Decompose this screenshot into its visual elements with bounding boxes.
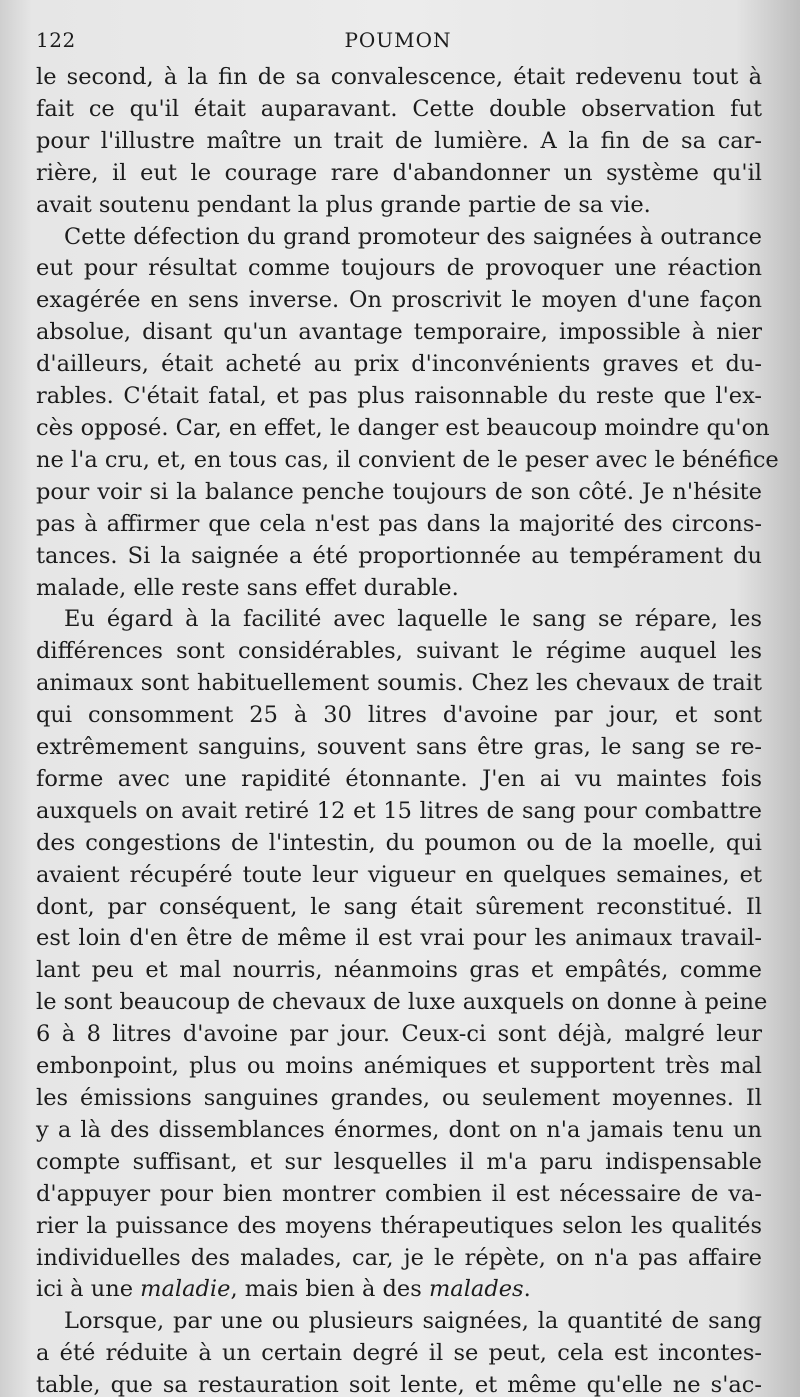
text-line: d'ailleurs, était acheté au prix d'inconvénients graves et du- — [36, 351, 762, 378]
text-line: est loin d'en être de même il est vrai pour les animaux travail- — [36, 925, 762, 952]
text-line: Lorsque, par une ou plusieurs saignées, la quantité de sang — [64, 1308, 762, 1335]
text-line: 6 à 8 litres d'avoine par jour. Ceux-ci sont déjà, malgré leur — [36, 1021, 762, 1048]
text-line: extrêmement sanguins, souvent sans être gras, le sang se re- — [36, 734, 762, 761]
italic-text: malades — [428, 1276, 524, 1303]
text-line: individuelles des malades, car, je le répète, on n'a pas affaire — [36, 1244, 762, 1271]
text-run: ici à une — [36, 1276, 141, 1303]
text-line: rier la puissance des moyens thérapeutiques selon les qualités — [36, 1212, 762, 1239]
text-line: Cette défection du grand promoteur des saignées à outrance — [64, 223, 762, 250]
text-line: auxquels on avait retiré 12 et 15 litres de sang pour combattre — [36, 797, 762, 824]
text-line: forme avec une rapidité étonnante. J'en ai vu maintes fois — [36, 765, 762, 792]
text-line: pas à affirmer que cela n'est pas dans la majorité des circons- — [36, 510, 762, 537]
text-line: ne l'a cru, et, en tous cas, il convient de le peser avec le bénéfice — [36, 446, 779, 473]
text-line: qui consomment 25 à 30 litres d'avoine par jour, et sont — [36, 702, 762, 729]
paragraph-2 — [36, 222, 779, 605]
page-header — [36, 28, 760, 60]
text-line: y a là des dissemblances énormes, dont on n'a jamais tenu un — [36, 1116, 762, 1143]
text-line: pour l'illustre maître un trait de lumière. A la fin de sa car- — [36, 127, 762, 154]
text-line: tances. Si la saignée a été proportionnée au tempérament du — [36, 542, 762, 569]
text-line: eut pour résultat comme toujours de provoquer une réaction — [36, 255, 762, 282]
paragraph-1 — [36, 62, 762, 222]
text-line: compte suffisant, et sur lesquelles il m'a paru indispensable — [36, 1148, 762, 1175]
text-line: rables. C'était fatal, et pas plus raisonnable du reste que l'ex- — [36, 383, 762, 410]
running-title: POUMON — [344, 28, 452, 52]
text-line: dont, par conséquent, le sang était sûrement reconstitué. Il — [36, 893, 762, 920]
text-line: le sont beaucoup de chevaux de luxe auxquels on donne à peine — [36, 989, 768, 1016]
text-line: animaux sont habituellement soumis. Chez les chevaux de trait — [36, 670, 762, 697]
text-line: cès opposé. Car, en effet, le danger est beaucoup moindre qu'on — [36, 414, 770, 441]
body-text — [36, 62, 779, 1397]
text-line: le second, à la fin de sa convalescence, était redevenu tout à — [36, 64, 762, 90]
text-line: pour voir si la balance penche toujours de son côté. Je n'hésite — [36, 478, 762, 505]
text-line: malade, elle reste sans effet durable. — [36, 574, 459, 601]
text-line: avaient récupéré toute leur vigueur en quelques semaines, et — [36, 861, 762, 888]
page-number: 122 — [36, 28, 76, 52]
text-line: différences sont considérables, suivant le régime auquel les — [36, 638, 762, 665]
text-line: les émissions sanguines grandes, ou seulement moyennes. Il — [36, 1085, 762, 1111]
text-line: d'appuyer pour bien montrer combien il est nécessaire de va- — [36, 1180, 762, 1207]
text-run: , mais bien à des — [230, 1276, 429, 1303]
text-line: des congestions de l'intestin, du poumon ou de la moelle, qui — [36, 829, 762, 856]
text-line: absolue, disant qu'un avantage temporaire, impossible à nier — [36, 319, 762, 346]
text-line: embonpoint, plus ou moins anémiques et supportent très mal — [36, 1053, 762, 1080]
text-line: fait ce qu'il était auparavant. Cette double observation fut — [36, 95, 762, 122]
text-line: exagérée en sens inverse. On proscrivit le moyen d'une façon — [36, 287, 762, 314]
paragraph-4 — [36, 1306, 762, 1397]
text-line: a été réduite à un certain degré il se peut, cela est incontes- — [36, 1340, 762, 1367]
text-line: rière, il eut le courage rare d'abandonner un système qu'il — [36, 159, 762, 186]
text-line: lant peu et mal nourris, néanmoins gras et empâtés, comme — [36, 957, 762, 984]
text-line-with-emphasis — [36, 1274, 762, 1306]
text-line: table, que sa restauration soit lente, et même qu'elle ne s'ac- — [36, 1372, 762, 1397]
italic-text: maladie — [140, 1276, 231, 1303]
text-line: Eu égard à la facilité avec laquelle le sang se répare, les — [64, 606, 762, 633]
text-run: . — [523, 1276, 531, 1303]
paragraph-3 — [36, 604, 768, 1306]
text-line: avait soutenu pendant la plus grande partie de sa vie. — [36, 191, 651, 218]
